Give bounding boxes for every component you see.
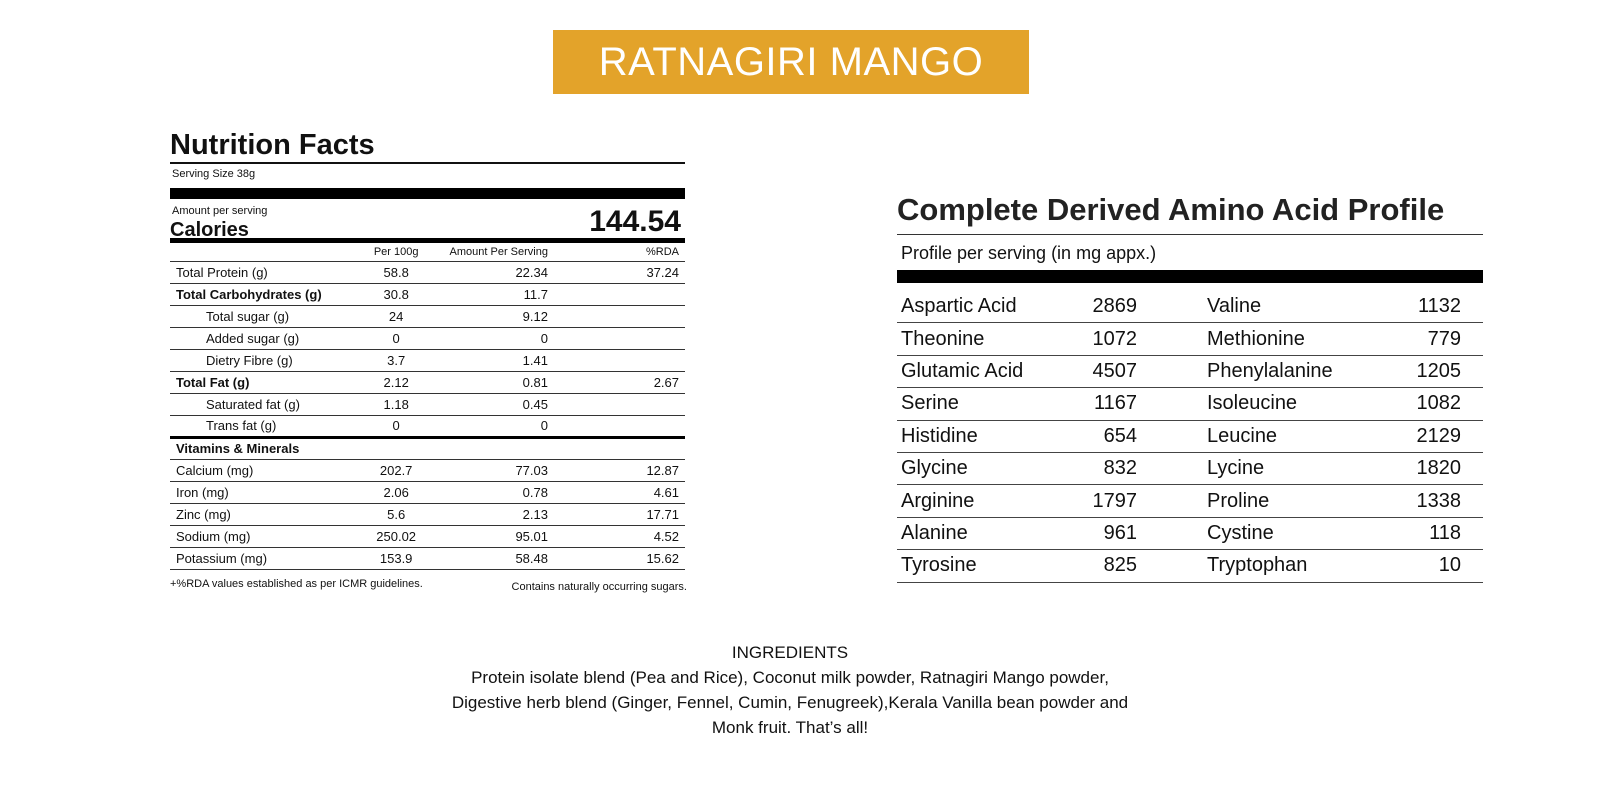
col-header-rda: %RDA [640,243,685,261]
nutrient-name: Vitamins & Minerals [170,437,349,459]
nutrient-name: Total sugar (g) [170,305,349,327]
amino-name: Leucine [1207,424,1278,447]
table-row [170,437,685,459]
rda-value: 4.61 [640,481,685,503]
amino-name: Methionine [1207,327,1305,350]
amino-name: Phenylalanine [1207,359,1333,382]
amino-value: 4507 [1092,359,1137,382]
amino-row [897,388,1483,420]
rda-value: 37.24 [640,261,685,283]
rda-value [640,349,685,371]
divider-bar [897,270,1483,283]
amino-subheading: Profile per serving (in mg appx.) [901,243,1157,263]
nutrient-name: Total Carbohydrates (g) [170,283,349,305]
amino-row [897,453,1483,485]
nutrition-footnotes [170,570,685,600]
amino-row [897,421,1483,453]
amino-row [897,550,1483,582]
per100-value: 1.18 [349,393,444,415]
amino-name: Lycine [1207,457,1265,480]
amino-value: 961 [1103,521,1137,544]
nutrition-facts-panel [170,128,685,600]
amino-heading: Complete Derived Amino Acid Profile [897,190,1483,235]
nutrient-name: Saturated fat (g) [170,393,349,415]
amino-value: 1072 [1092,327,1137,350]
serving-value: 0.78 [444,481,640,503]
per100-value: 0 [349,415,444,437]
table-row [170,503,685,525]
table-row [170,327,685,349]
rda-value [640,437,685,459]
amino-row [897,518,1483,550]
rda-value: 12.87 [640,459,685,481]
table-row [170,261,685,283]
ingredients-heading: INGREDIENTS [731,643,849,662]
rda-value: 17.71 [640,503,685,525]
amino-row [897,485,1483,517]
per100-value: 30.8 [349,283,444,305]
amino-acid-panel [897,190,1483,583]
calories-section [170,199,685,243]
nutrient-name: Calcium (mg) [170,459,349,481]
rda-value [640,305,685,327]
product-title-banner: RATNAGIRI MANGO [553,30,1029,94]
rda-value: 4.52 [640,525,685,547]
amino-value: 1205 [1416,359,1461,382]
serving-value: 11.7 [444,283,640,305]
per100-value: 250.02 [349,525,444,547]
amount-per-serving-label: Amount per serving [172,205,268,217]
amino-value: 1132 [1417,295,1461,318]
amino-value: 825 [1103,554,1137,577]
table-row [170,459,685,481]
per100-value: 153.9 [349,547,444,569]
nutrient-name: Iron (mg) [170,481,349,503]
amino-value: 832 [1103,457,1137,480]
serving-value: 95.01 [444,525,640,547]
table-row [170,481,685,503]
amino-value: 1338 [1416,489,1461,512]
rda-value [640,327,685,349]
nutrient-name: Sodium (mg) [170,525,349,547]
amino-row [897,291,1483,323]
amino-row [897,323,1483,355]
amino-name: Histidine [901,424,978,447]
sugar-footnote: Contains naturally occurring sugars. [511,580,687,593]
rda-value: 2.67 [640,371,685,393]
table-row [170,415,685,437]
amino-name: Alanine [901,521,968,544]
nutrient-name: Total Fat (g) [170,371,349,393]
nutrient-name: Trans fat (g) [170,415,349,437]
amino-table [897,291,1483,583]
amino-value: 1820 [1416,457,1461,480]
amino-name: Glutamic Acid [901,359,1024,382]
col-header-nutrient [170,243,349,261]
per100-value: 3.7 [349,349,444,371]
amino-name: Tyrosine [901,554,977,577]
table-row [170,547,685,569]
amino-name: Cystine [1207,521,1274,544]
nutrition-heading: Nutrition Facts [170,128,685,164]
amino-value: 779 [1427,327,1461,350]
amino-name: Aspartic Acid [901,295,1017,318]
per100-value: 0 [349,327,444,349]
amino-name: Tryptophan [1207,554,1308,577]
nutrient-name: Total Protein (g) [170,261,349,283]
per100-value: 24 [349,305,444,327]
table-row [170,283,685,305]
calories-label: Calories [170,219,249,241]
serving-value: 9.12 [444,305,640,327]
ingredients-text: Protein isolate blend (Pea and Rice), Coconut milk powder, Ratnagiri Mango powder, Digestive herb blend (Ginger, Fennel, Cumin, Fenugreek),Kerala Vanilla bean powder and Monk fruit. That’s all! [451,668,1129,737]
calories-value: 144.54 [589,205,681,238]
per100-value: 202.7 [349,459,444,481]
amino-value: 118 [1429,521,1461,544]
rda-value: 15.62 [640,547,685,569]
per100-value: 2.12 [349,371,444,393]
table-row [170,393,685,415]
serving-value: 2.13 [444,503,640,525]
nutrient-name: Potassium (mg) [170,547,349,569]
rda-value [640,283,685,305]
serving-value [444,437,640,459]
serving-value: 0 [444,327,640,349]
rda-footnote: +%RDA values established as per ICMR guidelines. [170,577,423,590]
amino-name: Proline [1207,489,1270,512]
serving-size: Serving Size 38g [172,168,256,180]
per100-value: 2.06 [349,481,444,503]
per100-value: 5.6 [349,503,444,525]
amino-value: 1082 [1416,392,1461,415]
rda-value [640,415,685,437]
serving-value: 0.81 [444,371,640,393]
amino-value: 10 [1438,554,1461,577]
amino-name: Isoleucine [1207,392,1298,415]
serving-value: 0 [444,415,640,437]
nutrient-name: Dietry Fibre (g) [170,349,349,371]
amino-value: 2129 [1416,424,1461,447]
table-header [170,243,685,261]
serving-value: 77.03 [444,459,640,481]
nutrient-name: Zinc (mg) [170,503,349,525]
amino-value: 1167 [1093,392,1137,415]
col-header-per100: Per 100g [349,243,444,261]
divider-bar [170,188,685,199]
amino-value: 654 [1103,424,1137,447]
amino-row [897,356,1483,388]
amino-name: Glycine [901,457,968,480]
table-row [170,525,685,547]
amino-name: Theonine [901,327,985,350]
per100-value: 58.8 [349,261,444,283]
table-row [170,371,685,393]
amino-name: Arginine [901,489,975,512]
per100-value [349,437,444,459]
col-header-serving: Amount Per Serving [444,243,640,261]
nutrition-table [170,243,685,570]
serving-value: 22.34 [444,261,640,283]
rda-value [640,393,685,415]
amino-value: 2869 [1092,295,1137,318]
ingredients-section [440,640,1140,740]
nutrient-name: Added sugar (g) [170,327,349,349]
table-row [170,305,685,327]
amino-value: 1797 [1092,489,1137,512]
amino-name: Serine [901,392,959,415]
serving-value: 1.41 [444,349,640,371]
serving-value: 58.48 [444,547,640,569]
amino-name: Valine [1207,295,1262,318]
table-row [170,349,685,371]
serving-value: 0.45 [444,393,640,415]
